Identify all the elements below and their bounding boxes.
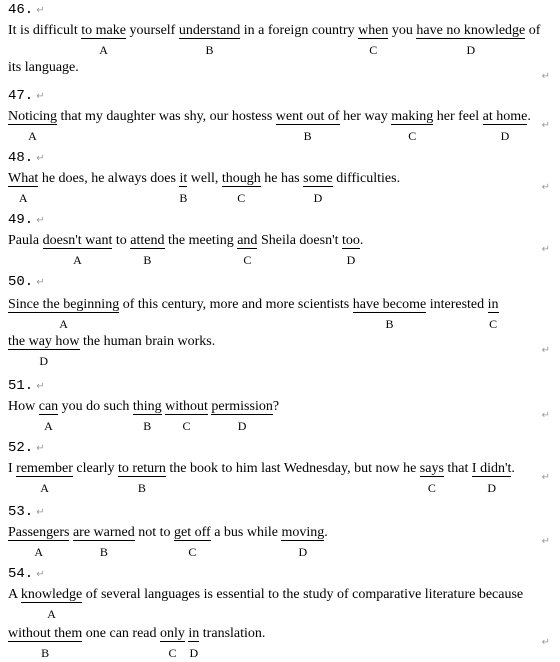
option-label: C bbox=[408, 129, 417, 143]
question-number bbox=[8, 212, 45, 228]
sentence-text: you do such bbox=[58, 399, 133, 414]
option-label: B bbox=[179, 191, 188, 205]
sentence-text: yourself bbox=[125, 23, 179, 38]
sentence-text: her feel bbox=[433, 109, 483, 124]
sentence-text: he does, he always does bbox=[38, 171, 180, 186]
option-label: D bbox=[189, 646, 199, 660]
question-number bbox=[8, 378, 45, 394]
option-label: A bbox=[34, 545, 44, 559]
sentence-text: he has bbox=[260, 171, 304, 186]
question-number bbox=[8, 150, 45, 166]
question-number bbox=[8, 440, 45, 456]
sentence-text: well, bbox=[187, 171, 222, 186]
sentence-text: Paula bbox=[8, 233, 43, 248]
sentence-text: How bbox=[8, 399, 39, 414]
paragraph-mark-icon: ↵ bbox=[541, 536, 550, 547]
option-label: C bbox=[182, 419, 191, 433]
sentence-line bbox=[8, 625, 266, 660]
option-label: A bbox=[59, 317, 68, 331]
underlined-option: attend bbox=[130, 233, 165, 248]
underlined-option: remember bbox=[16, 461, 73, 476]
paragraph-mark-icon: ↵ bbox=[36, 443, 45, 454]
underlined-option: in bbox=[188, 626, 200, 641]
underlined-option: have no knowledge bbox=[416, 23, 526, 38]
sentence-line bbox=[8, 108, 531, 143]
paragraph-mark-icon: ↵ bbox=[541, 244, 550, 255]
sentence-text: that bbox=[443, 461, 472, 476]
underlined-option: some bbox=[303, 171, 333, 186]
underlined-option: get off bbox=[174, 525, 211, 540]
option-label: C bbox=[489, 317, 498, 331]
paragraph-mark-icon: ↵ bbox=[36, 569, 45, 580]
sentence-text: you bbox=[388, 23, 417, 38]
underlined-option: Passengers bbox=[8, 525, 70, 540]
underlined-option: at home bbox=[482, 109, 528, 124]
sentence-text: not to bbox=[134, 525, 175, 540]
question-number-text: 52. bbox=[8, 440, 34, 456]
option-label: D bbox=[237, 419, 247, 433]
sentence-line bbox=[8, 460, 515, 495]
option-label: B bbox=[205, 43, 214, 57]
option-label: C bbox=[188, 545, 197, 559]
question-number-text: 49. bbox=[8, 212, 34, 228]
option-label: B bbox=[99, 545, 108, 559]
sentence-text: I bbox=[8, 461, 17, 476]
sentence-text: that my daughter was shy, our hostess bbox=[57, 109, 276, 124]
option-label: A bbox=[99, 43, 108, 57]
sentence-text: . bbox=[511, 461, 515, 476]
sentence-text: one can read bbox=[82, 626, 161, 641]
underlined-option: it bbox=[179, 171, 188, 186]
paragraph-mark-icon: ↵ bbox=[541, 345, 550, 356]
underlined-option: doesn't want bbox=[42, 233, 113, 248]
underlined-option: making bbox=[391, 109, 434, 124]
option-label: C bbox=[369, 43, 378, 57]
paragraph-mark-icon: ↵ bbox=[541, 71, 550, 82]
sentence-text: It is difficult bbox=[8, 23, 82, 38]
underlined-option: can bbox=[38, 399, 59, 414]
underlined-option: in bbox=[487, 297, 499, 312]
option-label: C bbox=[237, 191, 246, 205]
underlined-option: without them bbox=[8, 626, 83, 641]
underlined-option: I didn't bbox=[471, 461, 512, 476]
underlined-option: moving bbox=[281, 525, 325, 540]
question-number-text: 48. bbox=[8, 150, 34, 166]
underlined-option: when bbox=[358, 23, 389, 38]
sentence-line bbox=[8, 333, 216, 368]
sentence-text: a bus while bbox=[210, 525, 282, 540]
question-number bbox=[8, 88, 45, 104]
sentence-text: of this century, more and more scientists bbox=[119, 297, 353, 312]
sentence-line bbox=[8, 59, 79, 77]
option-label: B bbox=[385, 317, 394, 331]
sentence-text: the book to him last Wednesday, but now he bbox=[165, 461, 420, 476]
question-number-text: 51. bbox=[8, 378, 34, 394]
underlined-option: Noticing bbox=[8, 109, 57, 124]
underlined-option: permission bbox=[211, 399, 273, 414]
underlined-option: are warned bbox=[72, 525, 135, 540]
paragraph-mark-icon: ↵ bbox=[541, 410, 550, 421]
sentence-text: . bbox=[324, 525, 328, 540]
sentence-line bbox=[8, 170, 401, 205]
paragraph-mark-icon: ↵ bbox=[36, 215, 45, 226]
sentence-text: the meeting bbox=[164, 233, 238, 248]
underlined-option: Since the beginning bbox=[8, 297, 120, 312]
underlined-option: to make bbox=[81, 23, 126, 38]
option-label: A bbox=[18, 191, 28, 205]
option-label: B bbox=[143, 253, 152, 267]
sentence-line bbox=[8, 524, 328, 559]
option-label: D bbox=[500, 129, 510, 143]
sentence-text: . bbox=[527, 109, 531, 124]
sentence-text: of bbox=[525, 23, 541, 38]
underlined-option: though bbox=[221, 171, 261, 186]
sentence-text: her way bbox=[339, 109, 392, 124]
sentence-text: clearly bbox=[72, 461, 119, 476]
option-label: C bbox=[243, 253, 252, 267]
paragraph-mark-icon: ↵ bbox=[36, 5, 45, 16]
sentence-text: interested bbox=[426, 297, 488, 312]
question-number-text: 46. bbox=[8, 2, 34, 18]
question-number bbox=[8, 2, 45, 18]
question-number-text: 47. bbox=[8, 88, 34, 104]
option-label: B bbox=[143, 419, 152, 433]
option-label: A bbox=[47, 607, 56, 621]
paragraph-mark-icon: ↵ bbox=[36, 91, 45, 102]
paragraph-mark-icon: ↵ bbox=[541, 472, 550, 483]
option-label: A bbox=[73, 253, 82, 267]
sentence-text: to bbox=[112, 233, 131, 248]
option-label: B bbox=[137, 481, 146, 495]
underlined-option: have become bbox=[352, 297, 427, 312]
option-label: B bbox=[41, 646, 50, 660]
sentence-line bbox=[8, 296, 499, 331]
paragraph-mark-icon: ↵ bbox=[541, 637, 550, 648]
underlined-option: says bbox=[419, 461, 444, 476]
option-label: C bbox=[427, 481, 436, 495]
sentence-text: the human brain works. bbox=[79, 334, 216, 349]
sentence-text: Sheila doesn't bbox=[257, 233, 343, 248]
sentence-text: difficulties. bbox=[332, 171, 401, 186]
paragraph-mark-icon: ↵ bbox=[541, 182, 550, 193]
paragraph-mark-icon: ↵ bbox=[36, 507, 45, 518]
sentence-text: A bbox=[8, 587, 21, 602]
paragraph-mark-icon: ↵ bbox=[36, 153, 45, 164]
underlined-option: the way how bbox=[8, 334, 80, 349]
option-label: D bbox=[298, 545, 308, 559]
sentence-line bbox=[8, 586, 524, 621]
question-number bbox=[8, 504, 45, 520]
option-label: B bbox=[303, 129, 312, 143]
paragraph-mark-icon: ↵ bbox=[541, 120, 550, 131]
underlined-option: understand bbox=[178, 23, 241, 38]
underlined-option: to return bbox=[118, 461, 166, 476]
option-label: D bbox=[39, 354, 49, 368]
underlined-option: thing bbox=[132, 399, 162, 414]
sentence-line bbox=[8, 398, 280, 433]
underlined-option: too bbox=[342, 233, 360, 248]
option-label: D bbox=[313, 191, 323, 205]
option-label: D bbox=[487, 481, 496, 495]
underlined-option: knowledge bbox=[20, 587, 83, 602]
question-number-text: 53. bbox=[8, 504, 34, 520]
option-label: A bbox=[28, 129, 37, 143]
sentence-text: . bbox=[359, 233, 364, 248]
option-label: D bbox=[346, 253, 356, 267]
option-label: C bbox=[168, 646, 177, 660]
sentence-text: ? bbox=[272, 399, 280, 414]
question-number bbox=[8, 274, 45, 290]
option-label: A bbox=[44, 419, 53, 433]
option-label: A bbox=[40, 481, 49, 495]
sentence-text: translation. bbox=[199, 626, 266, 641]
question-number bbox=[8, 566, 45, 582]
underlined-option: and bbox=[237, 233, 258, 248]
sentence-line bbox=[8, 232, 364, 267]
sentence-text: of several languages is essential to the study of comparative literature because bbox=[82, 587, 524, 602]
question-number-text: 54. bbox=[8, 566, 34, 582]
paragraph-mark-icon: ↵ bbox=[36, 277, 45, 288]
sentence-text: in a foreign country bbox=[240, 23, 359, 38]
question-number-text: 50. bbox=[8, 274, 34, 290]
sentence-text: its language. bbox=[8, 60, 79, 75]
sentence-line bbox=[8, 22, 541, 57]
option-label: D bbox=[466, 43, 476, 57]
underlined-option: only bbox=[160, 626, 185, 641]
paragraph-mark-icon: ↵ bbox=[36, 381, 45, 392]
underlined-option: What bbox=[8, 171, 39, 186]
underlined-option: without bbox=[165, 399, 208, 414]
underlined-option: went out of bbox=[275, 109, 340, 124]
